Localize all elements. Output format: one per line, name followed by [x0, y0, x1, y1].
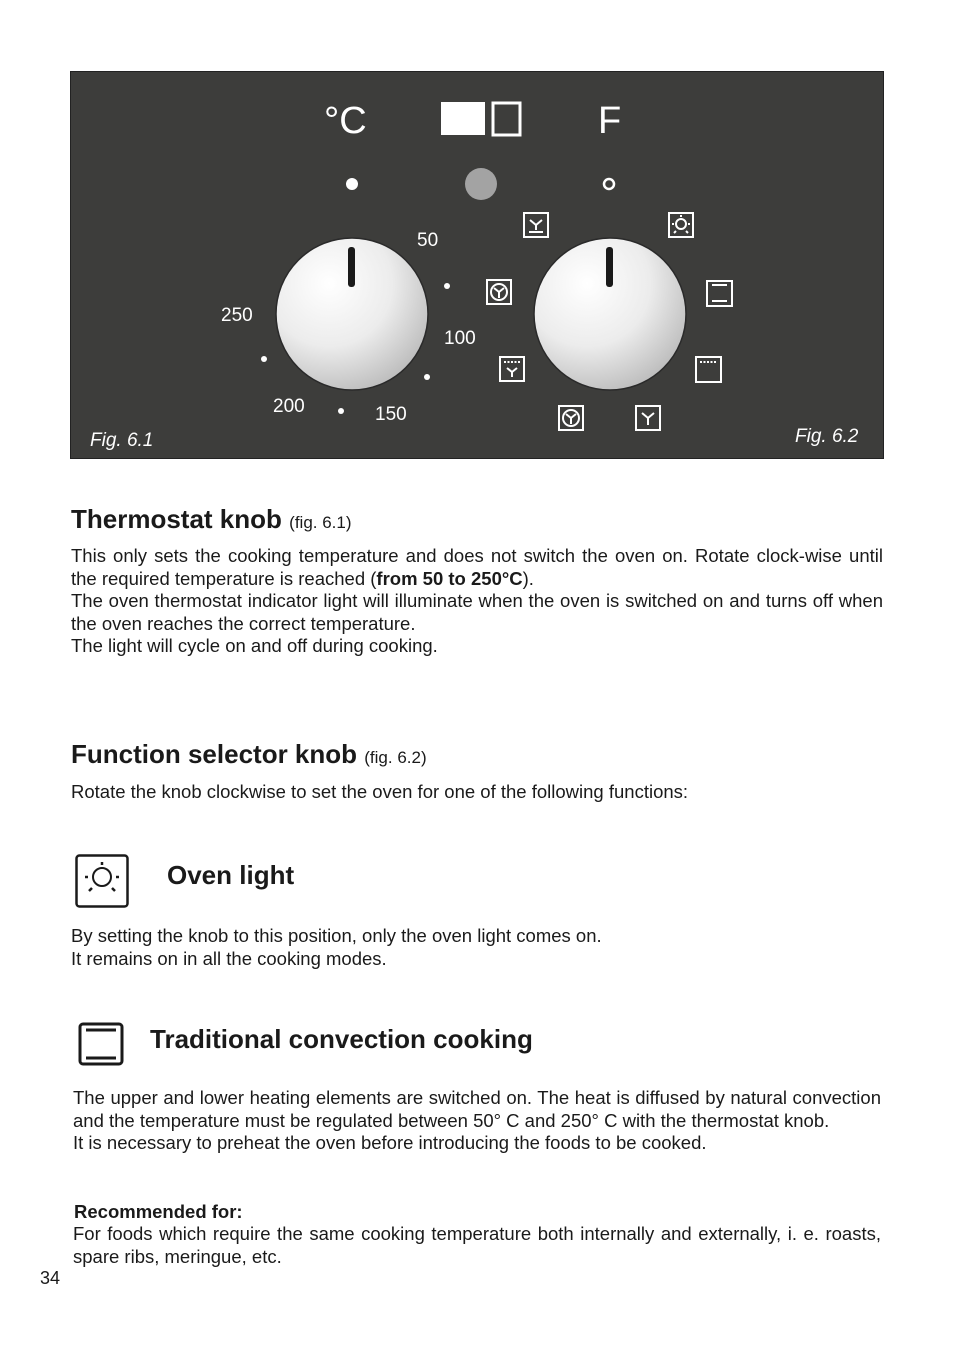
top-heat-icon: [696, 357, 721, 382]
indicator-block-filled: [441, 102, 485, 135]
section-title-thermostat: [71, 504, 352, 535]
control-panel-drawing: [71, 72, 883, 458]
fan-grill-icon: [500, 357, 524, 381]
traditional-paragraph-1: The upper and lower heating elements are switched on. The heat is diffused by natural convection and the temperature must be regulated between 50° C and 250° C with the thermostat knob.: [73, 1087, 881, 1131]
function-selector-fig-ref: (fig. 6.2): [364, 748, 427, 767]
thermostat-knob-pointer: [348, 247, 355, 287]
oven-light-paragraph-2: It remains on in all the cooking modes.: [71, 947, 387, 969]
oven-light-title: Oven light: [167, 860, 295, 890]
scale-50: 50: [417, 230, 439, 251]
traditional-paragraph-2: It is necessary to preheat the oven before introducing the foods to be cooked.: [73, 1132, 707, 1154]
oven-light-icon: [75, 854, 129, 908]
thermostat-description: [71, 545, 883, 658]
scale-dot: [261, 356, 267, 362]
function-selector-description: [71, 781, 883, 804]
scale-dot: [444, 283, 450, 289]
celsius-label: °C: [324, 100, 367, 142]
function-selector-title-text: Function selector knob: [71, 739, 358, 769]
page-number: 34: [40, 1268, 61, 1288]
thermostat-temperature-range: from 50 to 250°C: [376, 567, 523, 589]
function-selector-paragraph: Rotate the knob clockwise to set the oven for one of the following functions:: [71, 781, 689, 802]
function-indicator-ring: [604, 179, 614, 189]
oven-light-icon: [669, 213, 693, 237]
oven-light-paragraph-1: By setting the knob to this position, only the oven light comes on.: [71, 925, 602, 946]
fahrenheit-label: F: [598, 100, 622, 142]
thermostat-p1-end: ).: [522, 567, 534, 589]
recommended-description: [73, 1223, 881, 1268]
scale-250: 250: [221, 305, 253, 326]
oven-light-description: [71, 925, 883, 970]
scale-150: 150: [375, 404, 407, 425]
traditional-convection-title: Traditional convection cooking: [150, 1024, 533, 1054]
thermostat-fig-ref: (fig. 6.1): [289, 513, 352, 532]
scale-dot: [424, 374, 430, 380]
indicator-block-outline: [493, 103, 520, 135]
fan-oven-icon: [559, 406, 583, 430]
scale-200: 200: [273, 396, 305, 417]
fan-circle-icon: [487, 280, 511, 304]
thermostat-title-text: Thermostat knob: [71, 504, 282, 534]
figure-caption-6-2: Fig. 6.2: [795, 426, 859, 447]
fan-only-icon: [636, 406, 660, 430]
section-title-function-selector: [71, 739, 427, 770]
control-panel-figure: [70, 71, 884, 459]
traditional-convection-icon: [78, 1022, 124, 1066]
traditional-convection-description: [73, 1087, 881, 1155]
recommended-text: For foods which require the same cooking temperature both internally and externally, i. e. roasts, spare ribs, meringue, etc.: [73, 1223, 881, 1267]
figure-caption-6-1: Fig. 6.1: [90, 430, 154, 451]
thermostat-paragraph-3: The light will cycle on and off during cooking.: [71, 635, 438, 657]
thermostat-indicator-dot: [346, 178, 358, 190]
scale-100: 100: [444, 328, 476, 349]
scale-dot: [338, 408, 344, 414]
top-bottom-heat-icon: [707, 281, 732, 306]
thermostat-indicator-light: [465, 168, 497, 200]
function-knob-pointer: [606, 247, 613, 287]
bottom-fan-icon: [524, 213, 548, 237]
thermostat-p1-text: This only sets the cooking temperature and does not switch the oven on. Rotate clock-wise until the required temperature is reached (: [71, 545, 883, 589]
thermostat-paragraph-1: [71, 545, 883, 590]
recommended-label: Recommended for:: [74, 1201, 243, 1222]
thermostat-paragraph-2: The oven thermostat indicator light will illuminate when the oven is switched on and turns off when the oven reaches the correct temperature.: [71, 590, 883, 634]
